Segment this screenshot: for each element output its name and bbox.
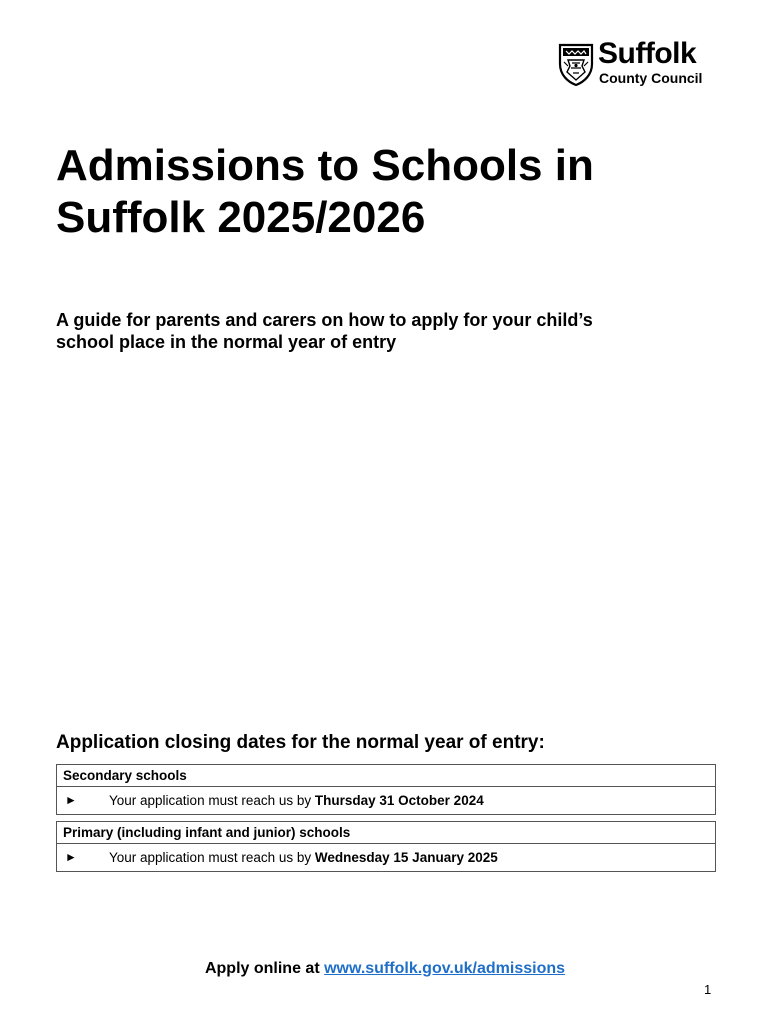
subtitle-line-2: school place in the normal year of entry [56,332,397,352]
subtitle-line-1: A guide for parents and carers on how to apply for your child’s [56,310,593,330]
primary-schools-header: Primary (including infant and junior) schools [57,822,715,844]
secondary-schools-row [57,787,715,814]
secondary-deadline-text [109,787,484,814]
closing-dates-heading: Application closing dates for the normal year of entry: [56,732,545,753]
title-line-2: Suffolk 2025/2026 [56,193,426,242]
logo-subtitle: County Council [599,70,703,86]
bullet-arrow-icon: ► [65,793,77,807]
secondary-deadline-date: Thursday 31 October 2024 [314,793,484,808]
secondary-deadline-label: Your application must reach us by [109,793,312,808]
primary-schools-box [56,821,716,872]
logo-name: Suffolk [598,37,697,70]
document-subtitle [56,309,716,353]
primary-deadline-label: Your application must reach us by [109,850,312,865]
suffolk-county-council-logo [558,37,718,88]
secondary-schools-box [56,764,716,815]
suffolk-crest-icon [558,42,594,86]
primary-deadline-text [109,844,498,871]
secondary-schools-header: Secondary schools [57,765,715,787]
title-line-1: Admissions to Schools in [56,141,594,190]
admissions-link[interactable]: www.suffolk.gov.uk/admissions [324,960,566,977]
primary-deadline-date: Wednesday 15 January 2025 [314,850,498,865]
bullet-arrow-icon: ► [65,850,77,864]
apply-online-prefix: Apply online at [204,960,320,977]
apply-online-line [0,959,770,979]
document-title [56,140,716,244]
page-number: 1 [704,982,712,997]
primary-schools-row [57,844,715,871]
